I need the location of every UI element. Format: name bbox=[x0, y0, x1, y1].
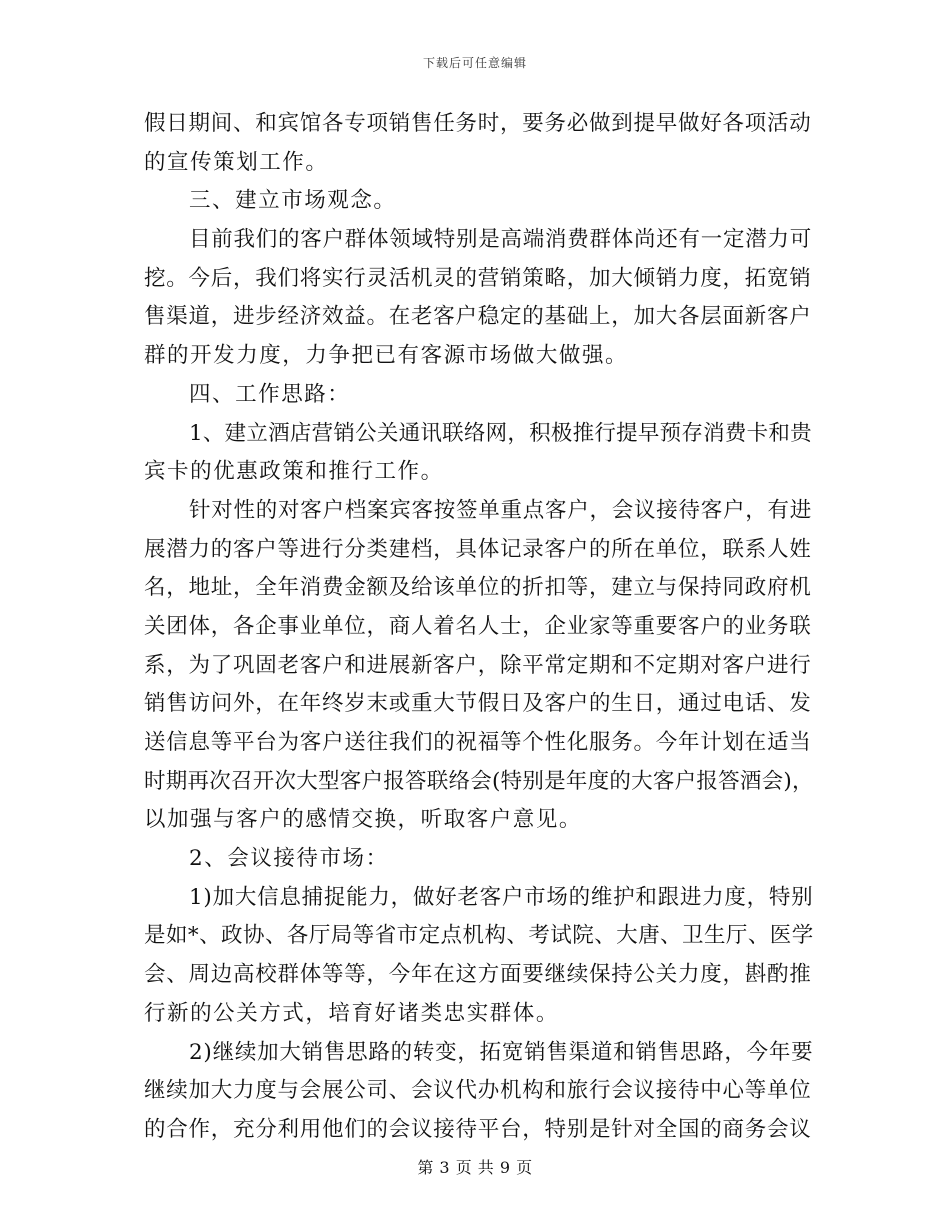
text-line: 假日期间、和宾馆各专项销售任务时，要务必做到提早做好各项活动 bbox=[144, 111, 812, 136]
text-line: 是如*、政协、各厅局等省市定点机构、考试院、大唐、卫生厅、医学 bbox=[144, 923, 814, 949]
document-body bbox=[144, 105, 814, 1150]
text-line: 针对性的对客户档案宾客按签单重点客户，会议接待客户，有进 bbox=[189, 497, 813, 523]
text-line: 展潜力的客户等进行分类建档，具体记录客户的所在单位，联系人姓 bbox=[144, 536, 812, 562]
text-line: 1、建立酒店营销公关通讯联络网，积极推行提早预存消费卡和贵 bbox=[189, 420, 812, 446]
text-line: 三、建立市场观念。 bbox=[189, 188, 397, 214]
text-line: 行新的公关方式，培育好诸类忠实群体。 bbox=[144, 1000, 559, 1026]
text-line: 销售访问外，在年终岁末或重大节假日及客户的生日，通过电话、发 bbox=[144, 691, 812, 717]
text-line: 群的开发力度，力争把已有客源市场做大做强。 bbox=[144, 343, 629, 369]
text-line: 挖。今后，我们将实行灵活机灵的营销策略，加大倾销力度，拓宽销 bbox=[144, 265, 812, 291]
text-line: 送信息等平台为客户送往我们的祝福等个性化服务。今年计划在适当 bbox=[144, 730, 812, 755]
text-line: 2)继续加大销售思路的转变，拓宽销售渠道和销售思路，今年要 bbox=[189, 1039, 814, 1065]
text-line: 关团体，各企事业单位，商人着名人士，企业家等重要客户的业务联 bbox=[144, 613, 812, 639]
text-line: 2、会议接待市场： bbox=[189, 846, 389, 872]
text-line: 1)加大信息捕捉能力，做好老客户市场的维护和跟进力度，特别 bbox=[189, 884, 814, 910]
page-header: 下载后可任意编辑 bbox=[422, 56, 527, 70]
text-line: 的合作，充分利用他们的会议接待平台，特别是针对全国的商务会议 bbox=[144, 1116, 812, 1142]
text-line: 四、工作思路： bbox=[189, 381, 351, 407]
text-line: 继续加大力度与会展公司、会议代办机构和旅行会议接待中心等单位 bbox=[144, 1078, 812, 1104]
text-line: 名，地址，全年消费金额及给该单位的折扣等，建立与保持同政府机 bbox=[144, 575, 812, 601]
text-line: 宾卡的优惠政策和推行工作。 bbox=[144, 459, 444, 485]
text-line: 系，为了巩固老客户和进展新客户，除平常定期和不定期对客户进行 bbox=[144, 652, 812, 678]
text-line: 以加强与客户的感情交换，听取客户意见。 bbox=[144, 807, 582, 833]
text-line: 的宣传策划工作。 bbox=[144, 149, 329, 175]
page-number: 第 3 页 共 9 页 bbox=[417, 1158, 533, 1177]
text-line: 售渠道，进步经济效益。在老客户稳定的基础上，加大各层面新客户 bbox=[144, 304, 812, 330]
text-line: 会、周边高校群体等等，今年在这方面要继续保持公关力度，斟酌推 bbox=[144, 962, 812, 988]
text-line: 目前我们的客户群体领域特别是高端消费群体尚还有一定潜力可 bbox=[189, 227, 813, 253]
text-line: 时期再次召开次大型客户报答联络会(特别是年度的大客户报答酒会)， bbox=[144, 768, 814, 794]
